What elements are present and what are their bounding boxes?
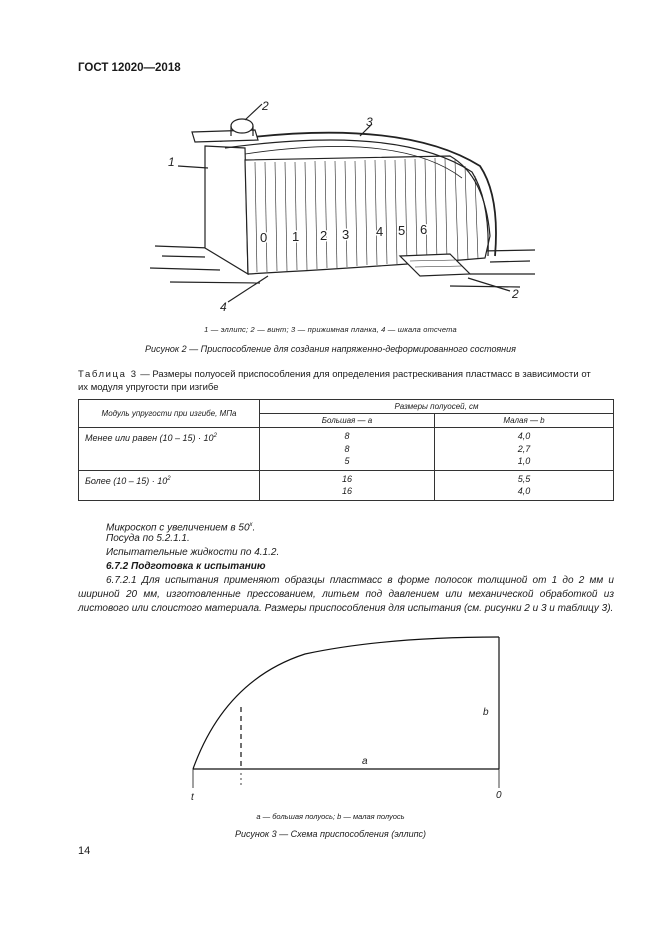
ellipse-arc bbox=[193, 637, 499, 769]
table-3-label: Таблица 3 bbox=[78, 369, 138, 380]
label-t: t bbox=[191, 792, 194, 803]
scale-1: 1 bbox=[292, 229, 300, 244]
document-header: ГОСТ 12020—2018 bbox=[78, 62, 181, 74]
callout-2-top: 2 bbox=[262, 99, 269, 113]
section-heading: 6.7.2 Подготовка к испытанию bbox=[106, 561, 266, 572]
table-3 bbox=[78, 399, 614, 501]
row-2-label: Более $(10 - 15) \cdot 10^2$ bbox=[79, 470, 260, 500]
figure-3-legend: a — большая полуось; b — малая полуось bbox=[256, 812, 405, 821]
callout-2-bottom: 2 bbox=[512, 287, 519, 301]
col-header-minor: Малая — b bbox=[435, 414, 614, 428]
main-paragraph: 6.7.2.1 Для испытания применяют образцы пластмасс в форме полосок толщиной от 1 до 2 мм и шириной 20 мм, изготовленные прессованием, литьем под давлением или механической обработкой из листового или слоистого материала. Размеры приспособления для испытания (см. рисунки 2 и 3 и таблицу 3). bbox=[78, 575, 614, 615]
dish-line: Посуда по 5.2.1.1. bbox=[106, 533, 190, 544]
col-header-modulus: Модуль упругости при изгибе, МПа bbox=[79, 400, 260, 428]
table-row bbox=[79, 428, 614, 471]
scale-5: 5 bbox=[398, 223, 406, 238]
label-b: b bbox=[483, 707, 489, 718]
figure-2-caption: Рисунок 2 — Приспособление для создания напряженно-деформированного состояния bbox=[145, 344, 516, 354]
callout-4: 4 bbox=[220, 300, 227, 314]
col-header-semi-axes: Размеры полуосей, см bbox=[260, 400, 614, 414]
table-3-title-text: — Размеры полуосей приспособления для определения растрескивания пластмасс в зависимости от их модуля упругости при изгибе bbox=[78, 369, 591, 393]
row-1-minor: 4,0 2,7 1,0 bbox=[435, 428, 614, 471]
figure-3-caption: Рисунок 3 — Схема приспособления (эллипс) bbox=[234, 829, 427, 839]
row-2-minor: 5,5 4,0 bbox=[435, 470, 614, 500]
figure-2-legend: 1 — эллипс; 2 — винт; 3 — прижимная планка, 4 — шкала отсчета bbox=[204, 325, 457, 334]
callout-1: 1 bbox=[168, 155, 175, 169]
page-number: 14 bbox=[78, 845, 91, 857]
figure-3-ellipse-scheme bbox=[185, 630, 515, 805]
liquids-line: Испытательные жидкости по 4.1.2. bbox=[106, 547, 280, 558]
scale-6: 6 bbox=[420, 222, 428, 237]
microscope-line: Микроскоп с увеличением в $50^х$. bbox=[106, 522, 256, 534]
callout-3: 3 bbox=[366, 115, 373, 129]
row-1-label: Менее или равен $(10 - 15) \cdot 10^2$ bbox=[79, 428, 260, 471]
table-3-title bbox=[78, 368, 598, 394]
scale-3: 3 bbox=[342, 227, 350, 242]
scale-0: 0 bbox=[260, 230, 268, 245]
col-header-major: Большая — a bbox=[260, 414, 435, 428]
label-0: 0 bbox=[496, 790, 502, 801]
row-2-major: 16 16 bbox=[260, 470, 435, 500]
scale-4: 4 bbox=[376, 224, 384, 239]
label-a: a bbox=[362, 756, 368, 767]
scale-2: 2 bbox=[320, 228, 328, 243]
table-row bbox=[79, 470, 614, 500]
row-1-major: 8 8 5 bbox=[260, 428, 435, 471]
figure-2-fixture-drawing bbox=[150, 96, 540, 321]
